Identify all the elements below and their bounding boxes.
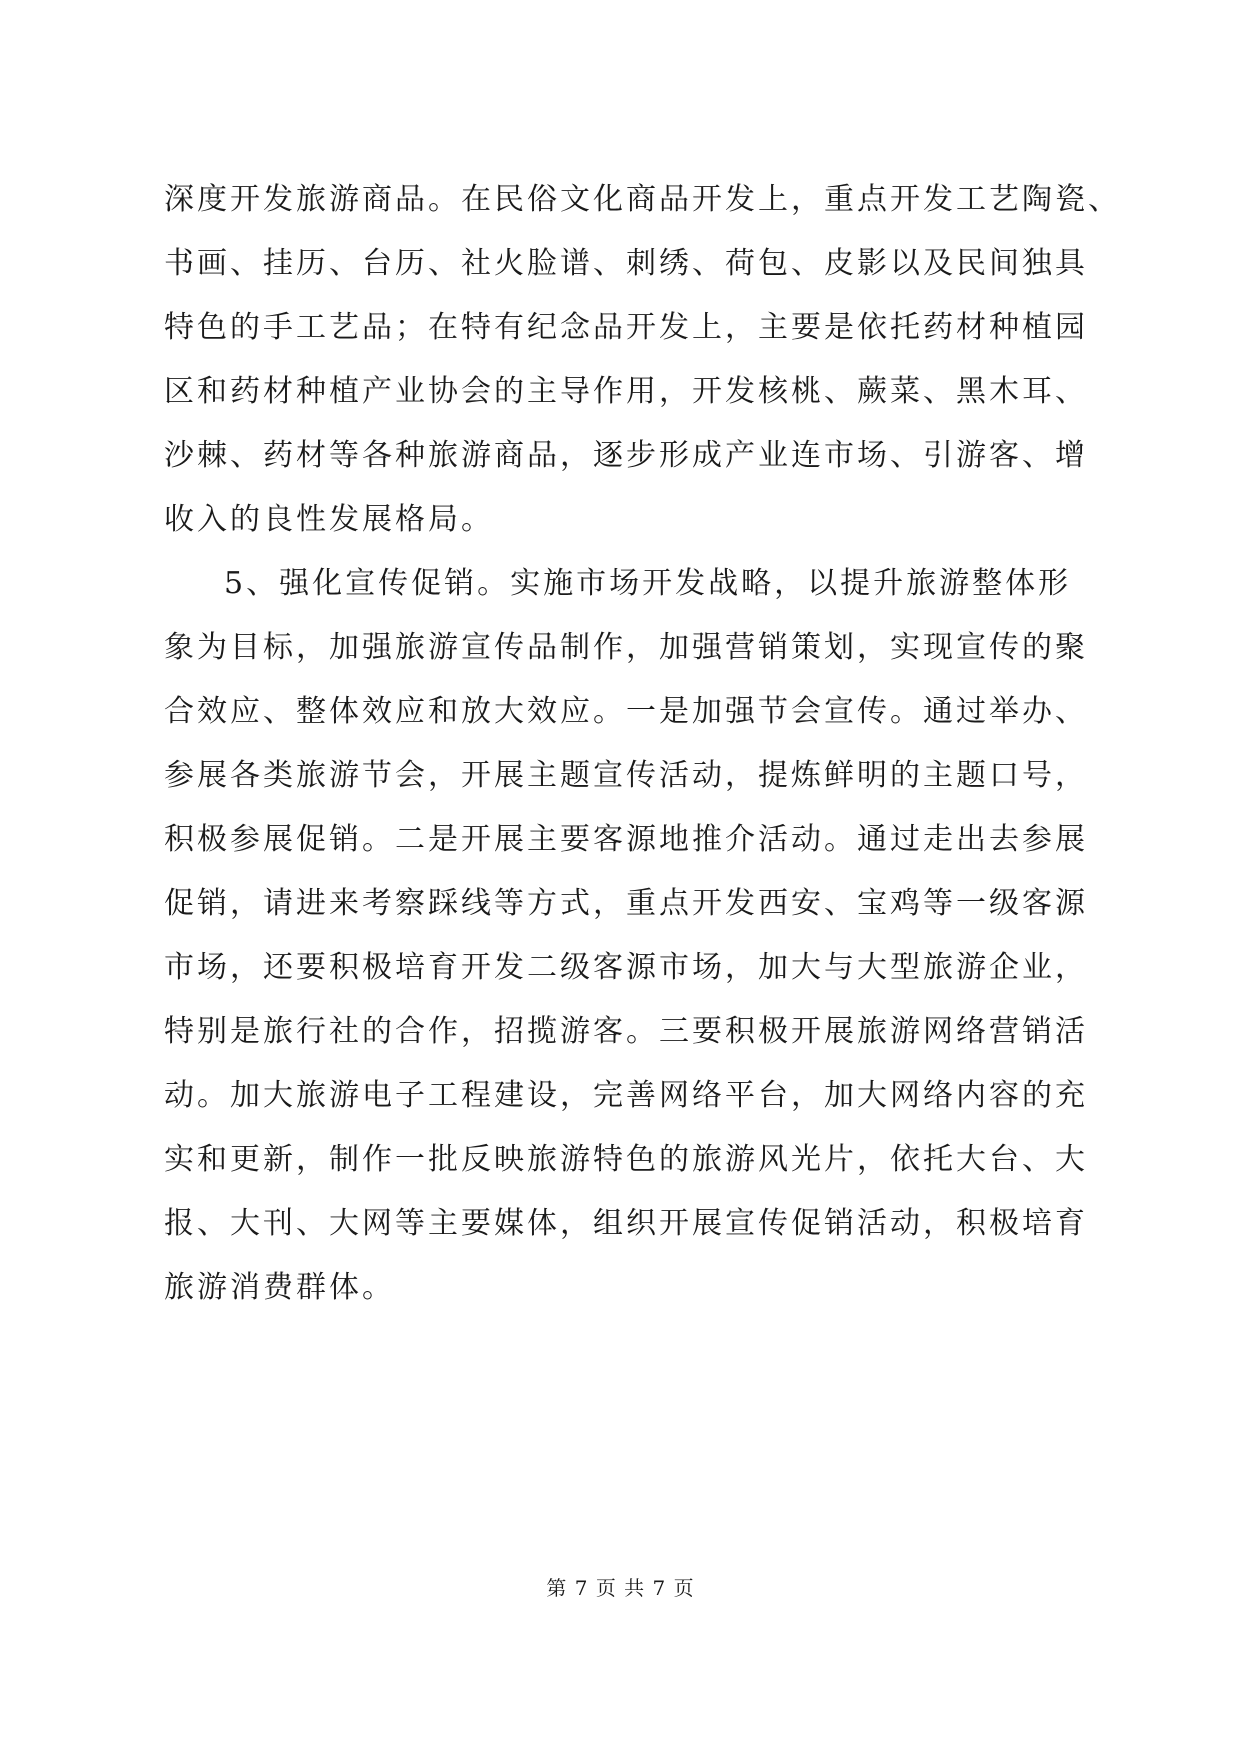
paragraph-line: 特色的手工艺品；在特有纪念品开发上，主要是依托药材种植园 — [164, 310, 1088, 345]
paragraph-line: 特别是旅行社的合作，招揽游客。三要积极开展旅游网络营销活 — [164, 1014, 1088, 1049]
paragraph-line: 旅游消费群体。 — [164, 1270, 395, 1305]
paragraph-line: 动。加大旅游电子工程建设，完善网络平台，加大网络内容的充 — [164, 1078, 1088, 1113]
paragraph-line: 区和药材种植产业协会的主导作用，开发核桃、蕨菜、黑木耳、 — [164, 374, 1088, 409]
paragraph-line: 深度开发旅游商品。在民俗文化商品开发上，重点开发工艺陶瓷、 — [164, 182, 1121, 217]
paragraph-line: 报、大刊、大网等主要媒体，组织开展宣传促销活动，积极培育 — [164, 1206, 1088, 1241]
paragraph-line: 沙棘、药材等各种旅游商品，逐步形成产业连市场、引游客、增 — [164, 438, 1088, 473]
paragraph-line: 象为目标，加强旅游宣传品制作，加强营销策划，实现宣传的聚 — [164, 630, 1088, 665]
paragraph-line: 市场，还要积极培育开发二级客源市场，加大与大型旅游企业， — [164, 950, 1088, 985]
paragraph-line: 参展各类旅游节会，开展主题宣传活动，提炼鲜明的主题口号， — [164, 758, 1088, 793]
paragraph-line: 促销，请进来考察踩线等方式，重点开发西安、宝鸡等一级客源 — [164, 886, 1088, 921]
paragraph-line: 收入的良性发展格局。 — [164, 502, 494, 537]
paragraph-line: 5、强化宣传促销。实施市场开发战略，以提升旅游整体形 — [224, 566, 1072, 601]
paragraph-line: 实和更新，制作一批反映旅游特色的旅游风光片，依托大台、大 — [164, 1142, 1088, 1177]
paragraph-line: 合效应、整体效应和放大效应。一是加强节会宣传。通过举办、 — [164, 694, 1088, 729]
paragraph-line: 书画、挂历、台历、社火脸谱、刺绣、荷包、皮影以及民间独具 — [164, 246, 1088, 281]
paragraph-line: 积极参展促销。二是开展主要客源地推介活动。通过走出去参展 — [164, 822, 1088, 857]
page-number-footer: 第 7 页 共 7 页 — [546, 1576, 695, 1600]
